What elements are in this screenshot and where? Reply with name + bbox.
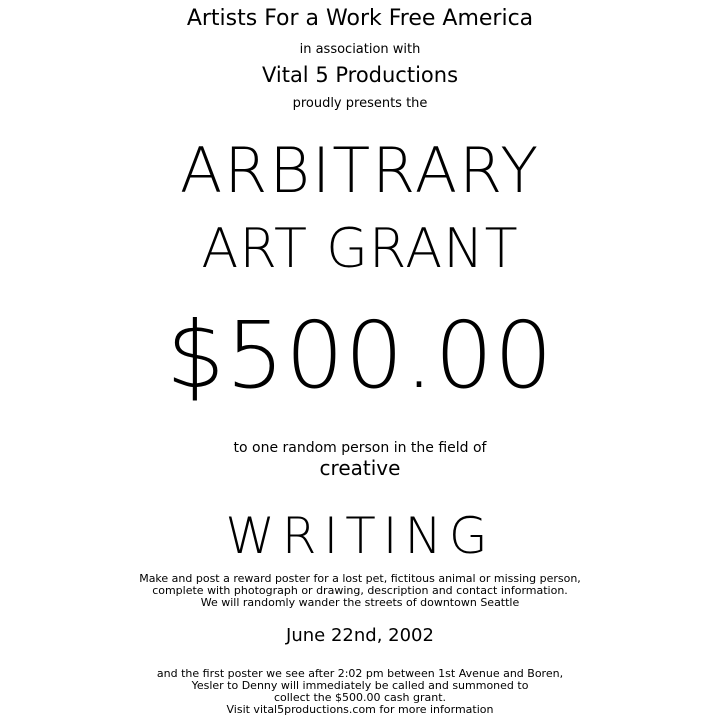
instructions-line: Make and post a reward poster for a lost pet, fictitous animal or missing person, bbox=[139, 572, 581, 585]
grant-amount: $500.00 bbox=[166, 302, 554, 409]
details-line: and the first poster we see after 2:02 pm between 1st Avenue and Boren, bbox=[156, 667, 564, 680]
details-line: collect the $500.00 cash grant. bbox=[273, 691, 447, 704]
event-date: June 22nd, 2002 bbox=[286, 625, 434, 646]
instructions-block bbox=[0, 573, 720, 609]
instructions-line: We will randomly wander the streets of downtown Seattle bbox=[200, 596, 520, 609]
field-intro-text: to one random person in the field of bbox=[233, 440, 487, 456]
field-word: creative bbox=[319, 456, 401, 480]
presenter-name: Artists For a Work Free America bbox=[186, 6, 534, 31]
presents-text: proudly presents the bbox=[292, 96, 428, 111]
producer-name: Vital 5 Productions bbox=[261, 63, 459, 87]
title-line-2: ART GRANT bbox=[201, 217, 519, 280]
association-text: in association with bbox=[299, 42, 421, 57]
category-heading: WRITING bbox=[225, 507, 495, 565]
details-block bbox=[0, 668, 720, 716]
instructions-line: complete with photograph or drawing, description and contact information. bbox=[152, 584, 568, 597]
details-line: Yesler to Denny will immediately be called and summoned to bbox=[191, 679, 529, 692]
website-line: Visit vital5productions.com for more information bbox=[226, 703, 494, 716]
title-line-1: ARBITRARY bbox=[179, 134, 541, 207]
